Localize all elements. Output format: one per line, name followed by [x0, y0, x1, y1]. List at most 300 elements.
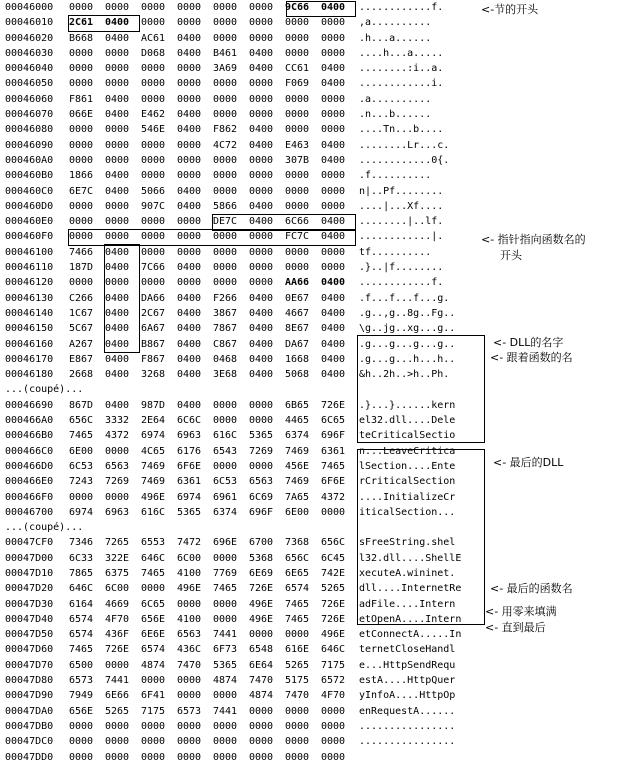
- hex-word: 0000: [249, 170, 274, 182]
- ascii-text: etConnectA.....In: [359, 629, 462, 641]
- hex-word: 6375: [105, 567, 130, 579]
- hex-word: 0000: [177, 17, 202, 29]
- hex-word: 0000: [105, 751, 130, 763]
- hex-word: 0000: [69, 720, 94, 732]
- hex-word: 0000: [249, 720, 274, 732]
- hex-word: 6C66: [285, 216, 310, 228]
- hex-word: 0400: [321, 292, 346, 304]
- hex-word: 1866: [69, 170, 94, 182]
- annotation-last-dll: <- 最后的DLL: [493, 456, 564, 469]
- hex-word: 0000: [321, 736, 346, 748]
- annotation-section-start: <-节的开头: [481, 3, 539, 16]
- hex-word: 6361: [177, 476, 202, 488]
- hex-word: 0000: [141, 63, 166, 75]
- hex-word: 0000: [285, 629, 310, 641]
- annotation-dll-name: <- DLL的名字: [493, 336, 564, 349]
- hex-word: 0000: [213, 399, 238, 411]
- hex-word: 0000: [105, 659, 130, 671]
- hex-word: 6548: [249, 644, 274, 656]
- hex-word: 4100: [177, 613, 202, 625]
- hex-word: 6C45: [321, 552, 346, 564]
- hex-word: 0000: [177, 277, 202, 289]
- hex-word: 6961: [213, 491, 238, 503]
- hex-word: 0400: [105, 338, 130, 350]
- annotation-last-func: <- 最后的函数名: [490, 582, 573, 595]
- hex-word: 0400: [105, 369, 130, 381]
- hex-word: 6500: [69, 659, 94, 671]
- hex-word: 0000: [213, 109, 238, 121]
- hex-word: 0000: [321, 124, 346, 136]
- hex-word: 6963: [105, 506, 130, 518]
- row-address: 00046100: [5, 246, 54, 258]
- hex-word: 7441: [105, 675, 130, 687]
- row-address: 00046690: [5, 399, 54, 411]
- hex-word: 0400: [177, 369, 202, 381]
- hex-word: 0000: [285, 124, 310, 136]
- hex-word: 0400: [321, 353, 346, 365]
- ascii-text: tf..........: [359, 246, 432, 258]
- row-address: 00047D20: [5, 583, 54, 595]
- ascii-text: ................: [359, 736, 456, 748]
- ascii-text: .f..........: [359, 170, 432, 182]
- hex-word: 0400: [321, 277, 346, 289]
- hex-word: 6574: [69, 613, 94, 625]
- hex-word: 6963: [177, 430, 202, 442]
- hex-word: 5265: [285, 659, 310, 671]
- hex-word: 0400: [177, 262, 202, 274]
- hex-word: 6F41: [141, 690, 166, 702]
- hex-word: 6164: [69, 598, 94, 610]
- ascii-text: ............i.: [359, 78, 444, 90]
- hex-word: 7470: [285, 690, 310, 702]
- hex-word: 4372: [321, 491, 346, 503]
- hex-word: F862: [213, 124, 238, 136]
- hex-word: 0000: [213, 2, 238, 13]
- ascii-text: iticalSection...: [359, 506, 456, 518]
- ascii-text: ....InitializeCr: [359, 491, 456, 503]
- ascii-text: .h...a......: [359, 32, 432, 44]
- row-address: 000466F0: [5, 491, 54, 503]
- row-address: 00046110: [5, 262, 54, 274]
- row-address: 00046020: [5, 32, 54, 44]
- hex-word: 0000: [249, 109, 274, 121]
- hex-word: 726E: [321, 598, 346, 610]
- hex-word: 496E: [249, 613, 274, 625]
- annotation-pointer-start-2: 开头: [500, 249, 522, 262]
- hex-word: 5365: [249, 430, 274, 442]
- hex-word: 0000: [105, 445, 130, 457]
- hex-word: E867: [69, 353, 94, 365]
- hex-word: 6974: [69, 506, 94, 518]
- hex-word: 0000: [69, 231, 94, 243]
- hex-word: 0400: [321, 231, 346, 243]
- hex-word: 7469: [141, 460, 166, 472]
- hex-word: 0400: [177, 109, 202, 121]
- hex-word: 0000: [321, 705, 346, 717]
- hex-word: 0400: [321, 216, 346, 228]
- box-section-start: [68, 15, 140, 32]
- hex-word: 6C65: [141, 598, 166, 610]
- hex-word: 0000: [321, 109, 346, 121]
- hex-word: 0000: [141, 17, 166, 29]
- hex-word: 0000: [285, 200, 310, 212]
- ascii-text: ................: [359, 720, 456, 732]
- hex-word: 0000: [285, 185, 310, 197]
- hex-word: 6E66: [105, 690, 130, 702]
- row-address: 00046080: [5, 124, 54, 136]
- hex-word: 7469: [285, 476, 310, 488]
- ascii-text: ........:i..a.: [359, 63, 444, 75]
- hex-word: 7465: [69, 644, 94, 656]
- hex-word: CC61: [285, 63, 310, 75]
- hex-word: 0000: [249, 78, 274, 90]
- ascii-text: .a..........: [359, 93, 432, 105]
- row-address: 00046060: [5, 93, 54, 105]
- ascii-text: e...HttpSendRequ: [359, 659, 456, 671]
- hex-word: 0400: [105, 399, 130, 411]
- hex-word: 0000: [249, 399, 274, 411]
- hex-word: 0000: [285, 170, 310, 182]
- ascii-text: rCriticalSection: [359, 476, 456, 488]
- row-address: 00047D80: [5, 675, 54, 687]
- hex-word: 7470: [177, 659, 202, 671]
- hex-word: 1C67: [69, 307, 94, 319]
- hex-word: F861: [69, 93, 94, 105]
- hex-word: 0400: [249, 139, 274, 151]
- hex-word: E463: [285, 139, 310, 151]
- hex-word: 0000: [321, 170, 346, 182]
- hex-word: 7269: [249, 445, 274, 457]
- hex-word: 0000: [141, 170, 166, 182]
- hex-word: 7C66: [141, 262, 166, 274]
- row-address: 000460E0: [5, 216, 54, 228]
- ascii-text: lSection....Ente: [359, 460, 456, 472]
- hex-word: 0400: [105, 185, 130, 197]
- hex-word: 6E7C: [69, 185, 94, 197]
- hex-word: 5C67: [69, 323, 94, 335]
- row-address: 00047CF0: [5, 537, 54, 549]
- hex-word: 0000: [177, 2, 202, 13]
- hex-word: 4874: [141, 659, 166, 671]
- hex-word: 0000: [321, 751, 346, 763]
- hex-word: 0000: [321, 506, 346, 518]
- hex-word: 2C61: [69, 17, 94, 29]
- hex-word: DA66: [141, 292, 166, 304]
- hex-word: 0000: [321, 262, 346, 274]
- row-address: 00046090: [5, 139, 54, 151]
- row-address: 00046180: [5, 369, 54, 381]
- row-address: 000466E0: [5, 476, 54, 488]
- hex-word: 0000: [105, 63, 130, 75]
- hex-word: 5866: [213, 200, 238, 212]
- hex-word: 0000: [141, 2, 166, 13]
- hex-word: 0000: [213, 552, 238, 564]
- hex-word: 696E: [213, 537, 238, 549]
- ascii-text: sFreeString.shel: [359, 537, 456, 549]
- hex-word: 6361: [321, 445, 346, 457]
- hex-word: 7469: [285, 445, 310, 457]
- hex-word: 0000: [213, 17, 238, 29]
- hex-word: 7175: [141, 705, 166, 717]
- row-address: 000466A0: [5, 415, 54, 427]
- hex-word: 0400: [177, 307, 202, 319]
- hex-word: 456E: [285, 460, 310, 472]
- hex-word: 0000: [285, 17, 310, 29]
- hex-word: 6E65: [285, 567, 310, 579]
- hex-word: 0400: [177, 292, 202, 304]
- hex-word: 0400: [321, 369, 346, 381]
- hex-word: 0000: [69, 63, 94, 75]
- row-address: 00046700: [5, 506, 54, 518]
- hex-word: 0000: [69, 751, 94, 763]
- hex-word: 656E: [141, 613, 166, 625]
- hex-word: 0000: [69, 124, 94, 136]
- hex-word: 0400: [249, 63, 274, 75]
- hex-word: 0000: [69, 277, 94, 289]
- hex-word: 0000: [249, 185, 274, 197]
- hex-word: 0400: [105, 307, 130, 319]
- hex-word: 6F6E: [321, 476, 346, 488]
- hex-word: 0400: [105, 262, 130, 274]
- hex-word: 4874: [249, 690, 274, 702]
- hex-word: 0000: [177, 246, 202, 258]
- hex-word: 7949: [69, 690, 94, 702]
- row-address: 00046130: [5, 292, 54, 304]
- hex-word: 0000: [321, 246, 346, 258]
- ascii-text: n|..Pf........: [359, 185, 444, 197]
- hex-word: 6700: [249, 537, 274, 549]
- row-address: 00046150: [5, 323, 54, 335]
- hex-word: 0000: [69, 216, 94, 228]
- hex-word: 6F6E: [177, 460, 202, 472]
- hex-word: 4C65: [141, 445, 166, 457]
- hex-word: 907C: [141, 200, 166, 212]
- hex-word: 0000: [321, 17, 346, 29]
- row-address: 00046120: [5, 277, 54, 289]
- hex-word: 0000: [285, 32, 310, 44]
- hex-word: 4874: [213, 675, 238, 687]
- ascii-text: etOpenA....Intern: [359, 613, 462, 625]
- hex-word: 0000: [285, 736, 310, 748]
- hex-word: 0000: [141, 277, 166, 289]
- hex-word: 2668: [69, 369, 94, 381]
- hex-word: F266: [213, 292, 238, 304]
- hex-word: 0000: [105, 491, 130, 503]
- hex-word: 4372: [105, 430, 130, 442]
- hex-word: 3867: [213, 307, 238, 319]
- hex-word: 436C: [177, 644, 202, 656]
- ascii-text: el32.dll....Dele: [359, 415, 456, 427]
- hex-word: 6374: [285, 430, 310, 442]
- hex-word: 0000: [285, 47, 310, 59]
- hex-word: 0000: [105, 154, 130, 166]
- hex-word: 0000: [213, 262, 238, 274]
- hex-word: 7346: [69, 537, 94, 549]
- hex-word: 0000: [177, 736, 202, 748]
- row-address: 000460D0: [5, 200, 54, 212]
- row-address: 000460B0: [5, 170, 54, 182]
- hex-word: 0468: [213, 353, 238, 365]
- hex-word: 6B65: [285, 399, 310, 411]
- hex-word: B867: [141, 338, 166, 350]
- hex-word: 0400: [105, 292, 130, 304]
- hex-word: 0000: [285, 109, 310, 121]
- hex-word: 0000: [177, 216, 202, 228]
- hex-word: 0000: [249, 460, 274, 472]
- hex-word: 5066: [141, 185, 166, 197]
- box-pointer-column: [104, 244, 140, 353]
- hex-word: 0000: [213, 751, 238, 763]
- hex-word: 0000: [249, 17, 274, 29]
- hex-word: 0000: [141, 139, 166, 151]
- row-address: 00047D60: [5, 644, 54, 656]
- hex-word: 2C67: [141, 307, 166, 319]
- hex-word: 7867: [213, 323, 238, 335]
- hex-word: 0000: [249, 154, 274, 166]
- hex-word: 4100: [177, 567, 202, 579]
- hex-word: 6C53: [213, 476, 238, 488]
- hex-word: 0000: [105, 231, 130, 243]
- hex-word: 0000: [285, 720, 310, 732]
- hex-word: 0000: [321, 200, 346, 212]
- hex-word: 0000: [213, 598, 238, 610]
- hex-word: 0000: [141, 93, 166, 105]
- hex-word: 0000: [141, 675, 166, 687]
- ascii-text: ........|..lf.: [359, 216, 444, 228]
- hex-word: 0000: [213, 613, 238, 625]
- hex-word: 0000: [105, 47, 130, 59]
- row-address: 00047DB0: [5, 720, 54, 732]
- hex-word: 0400: [177, 185, 202, 197]
- hex-word: 6374: [213, 506, 238, 518]
- ascii-text: adFile....Intern: [359, 598, 456, 610]
- box-first-pointer: [286, 1, 356, 17]
- hex-word: 0400: [105, 323, 130, 335]
- ascii-text: n...LeaveCritica: [359, 445, 456, 457]
- hex-word: E462: [141, 109, 166, 121]
- hex-word: 726E: [105, 644, 130, 656]
- hex-word: 0000: [105, 720, 130, 732]
- hex-word: D068: [141, 47, 166, 59]
- row-address: 000466C0: [5, 445, 54, 457]
- hex-word: 0000: [141, 78, 166, 90]
- hex-word: 7465: [69, 430, 94, 442]
- hex-word: 0400: [321, 63, 346, 75]
- hex-word: 0000: [249, 415, 274, 427]
- hex-word: 0000: [213, 154, 238, 166]
- hex-word: 0000: [69, 200, 94, 212]
- hex-word: 7465: [141, 567, 166, 579]
- hex-word: 5365: [213, 659, 238, 671]
- hex-word: 6E00: [69, 445, 94, 457]
- hex-word: 0000: [321, 93, 346, 105]
- hex-word: 0400: [105, 93, 130, 105]
- row-address: 00046010: [5, 17, 54, 29]
- hex-word: 7465: [285, 613, 310, 625]
- ascii-text: .}..|f........: [359, 262, 444, 274]
- hex-word: 7769: [213, 567, 238, 579]
- hex-word: 6543: [213, 445, 238, 457]
- ascii-text: .f...f...f...g.: [359, 292, 450, 304]
- annotation-to-end: <- 直到最后: [485, 621, 546, 634]
- hex-word: 0000: [321, 185, 346, 197]
- hex-word: 0000: [213, 736, 238, 748]
- hex-word: F069: [285, 78, 310, 90]
- hex-word: 7A65: [285, 491, 310, 503]
- hex-word: AA66: [285, 277, 310, 289]
- hex-word: C266: [69, 292, 94, 304]
- ascii-text: teCriticalSectio: [359, 430, 456, 442]
- hex-word: 4669: [105, 598, 130, 610]
- ascii-text: ternetCloseHandl: [359, 644, 456, 656]
- ascii-text: ............f.: [359, 2, 444, 13]
- hex-word: 0000: [249, 629, 274, 641]
- hex-word: 4F70: [321, 690, 346, 702]
- hex-word: 0400: [177, 353, 202, 365]
- hex-word: 0400: [177, 323, 202, 335]
- hex-word: 7465: [321, 460, 346, 472]
- hex-word: 0400: [177, 47, 202, 59]
- hex-word: 7465: [213, 583, 238, 595]
- hex-word: 0000: [213, 277, 238, 289]
- hex-word: 0400: [177, 200, 202, 212]
- hex-word: 0000: [177, 139, 202, 151]
- hex-word: 0000: [69, 2, 94, 13]
- hex-word: 0000: [213, 246, 238, 258]
- hex-word: 0400: [105, 109, 130, 121]
- hex-word: 7368: [285, 537, 310, 549]
- hex-word: 0400: [249, 292, 274, 304]
- hex-word: 6573: [69, 675, 94, 687]
- hex-word: 0000: [285, 262, 310, 274]
- hex-word: 496E: [321, 629, 346, 641]
- hex-word: 646C: [321, 644, 346, 656]
- hex-word: 322E: [105, 552, 130, 564]
- hex-word: 7441: [213, 629, 238, 641]
- hex-word: 0000: [69, 78, 94, 90]
- hex-word: B668: [69, 32, 94, 44]
- hex-word: 7175: [321, 659, 346, 671]
- hex-word: 656C: [321, 537, 346, 549]
- hex-word: 2E64: [141, 415, 166, 427]
- hex-word: 5068: [285, 369, 310, 381]
- hex-word: 656C: [69, 415, 94, 427]
- hex-word: 0000: [177, 154, 202, 166]
- hex-word: 6574: [141, 644, 166, 656]
- hex-word: 0000: [105, 2, 130, 13]
- row-address: 00047DC0: [5, 736, 54, 748]
- hex-word: 9C66: [285, 2, 310, 13]
- hex-word: 6974: [141, 430, 166, 442]
- hex-word: 066E: [69, 109, 94, 121]
- hex-word: 7465: [285, 598, 310, 610]
- hex-word: 0000: [69, 47, 94, 59]
- hex-word: 0000: [177, 598, 202, 610]
- hex-word: 7466: [69, 246, 94, 258]
- hex-word: 3E68: [213, 369, 238, 381]
- hex-word: 987D: [141, 399, 166, 411]
- ascii-text: .}...}......kern: [359, 399, 456, 411]
- hex-word: 6574: [285, 583, 310, 595]
- hex-word: 5175: [285, 675, 310, 687]
- hex-word: 0000: [105, 124, 130, 136]
- hex-word: 0400: [321, 139, 346, 151]
- hex-word: 0400: [321, 78, 346, 90]
- hex-word: 5265: [321, 583, 346, 595]
- hex-word: 0000: [213, 460, 238, 472]
- hex-word: 6E00: [285, 506, 310, 518]
- hex-word: 0400: [321, 154, 346, 166]
